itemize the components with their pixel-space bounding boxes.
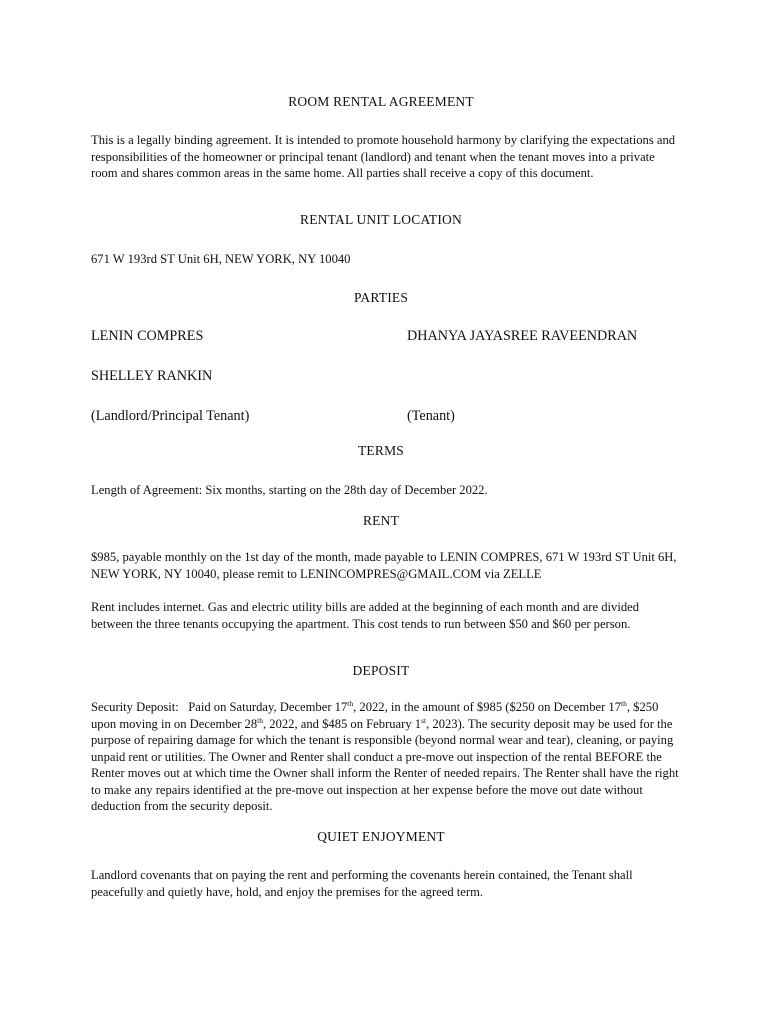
section-heading-location: RENTAL UNIT LOCATION xyxy=(300,212,462,227)
deposit-label: Security Deposit: xyxy=(91,700,179,714)
section-heading-deposit: DEPOSIT xyxy=(352,663,410,678)
rent-payment-paragraph: $985, payable monthly on the 1st day of the month, made payable to LENIN COMPRES, 671 W 193rd ST Unit 6H, NEW YORK, NY 10040, please remit to LENINCOMPRES@GMAIL.COM via ZELLE xyxy=(91,550,677,581)
document-title: ROOM RENTAL AGREEMENT xyxy=(288,94,474,109)
deposit-paragraph xyxy=(91,699,681,815)
section-heading-parties: PARTIES xyxy=(353,290,409,305)
deposit-sup-2: th xyxy=(621,698,627,708)
rent-utilities-paragraph: Rent includes internet. Gas and electric utility bills are added at the beginning of each month and are divided between the three tenants occupying the apartment. This cost tends to run between $50 and $60 per person. xyxy=(91,600,640,631)
deposit-text-2: , 2022, in the amount of $985 ($250 on December 17 xyxy=(353,700,622,714)
landlord-role-label: (Landlord/Principal Tenant) xyxy=(91,408,250,424)
deposit-text-3: , $250 upon moving in on December 28 xyxy=(91,700,659,731)
intro-paragraph: This is a legally binding agreement. It is intended to promote household harmony by clarifying the expectations and responsibilities of the homeowner or principal tenant (landlord) and tenant when the tenant moves into a private room and shares common areas in the same home. All parties shall receive a copy of this document. xyxy=(91,133,676,180)
tenant-role-label: (Tenant) xyxy=(407,408,455,424)
section-heading-rent: RENT xyxy=(362,513,400,528)
party-tenant: DHANYA JAYASREE RAVEENDRAN xyxy=(407,328,638,344)
party-landlord-1: LENIN COMPRES xyxy=(91,328,204,344)
deposit-sup-1: th xyxy=(347,698,354,708)
party-landlord-2: SHELLEY RANKIN xyxy=(91,368,213,384)
terms-paragraph: Length of Agreement: Six months, starting on the 28th day of December 2022. xyxy=(91,483,488,497)
quiet-enjoyment-paragraph: Landlord covenants that on paying the rent and performing the covenants herein contained, the Tenant shall peacefully and quietly have, hold, and enjoy the premises for the agreed term. xyxy=(91,868,633,899)
deposit-text-1: Paid on Saturday, December 17 xyxy=(188,700,348,714)
deposit-text-5: , 2023). The security deposit may be used for the purpose of repairing damage for which the tenant is responsible (beyond normal wear and tear), cleaning, or paying unpaid rent or utilities. The Owner and Renter shall conduct a pre-move out inspection of the rental BEFORE the Renter moves out at which time the Owner shall inform the Renter of needed repairs. The Renter shall have the right to make any repairs identified at the pre-move out inspection at her expense before the move out date without deduction from the security deposit. xyxy=(91,716,679,813)
section-heading-terms: TERMS xyxy=(357,443,404,458)
location-address: 671 W 193rd ST Unit 6H, NEW YORK, NY 10040 xyxy=(91,252,351,266)
deposit-text-4: , 2022, and $485 on February 1 xyxy=(262,716,422,731)
section-heading-quiet-enjoyment: QUIET ENJOYMENT xyxy=(317,829,445,844)
deposit-sup-4: st xyxy=(421,715,427,725)
deposit-sup-3: th xyxy=(257,715,263,725)
